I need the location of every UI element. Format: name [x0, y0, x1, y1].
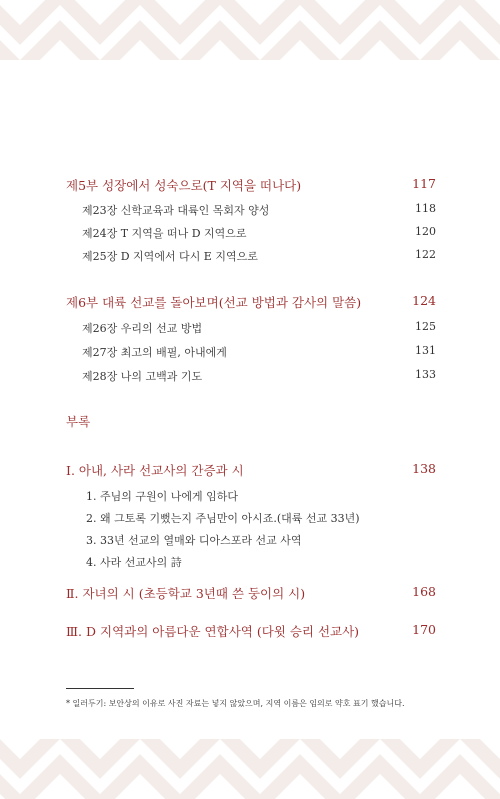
chapter-title: 제26장 우리의 선교 방법: [82, 322, 203, 335]
part-title: 제6부 대륙 선교를 돌아보며(선교 방법과 감사의 말씀): [66, 295, 362, 310]
chapter-page: 118: [415, 202, 436, 215]
chapter-title: 제24장 T 지역을 떠나 D 지역으로: [82, 227, 247, 240]
chapter-page: 122: [415, 248, 436, 261]
part-page: 124: [412, 293, 436, 308]
section-title: Ⅲ. D 지역과의 아름다운 연합사역 (다윗 승리 선교사): [66, 624, 360, 639]
section-page: 168: [412, 584, 436, 599]
chapter-page: 131: [415, 344, 436, 357]
section-title: Ⅱ. 자녀의 시 (초등학교 3년때 쓴 둥이의 시): [66, 586, 306, 601]
chapter-title: 제27장 최고의 배필, 아내에게: [82, 346, 227, 359]
footnote: * 일러두기: 보안상의 이유로 사진 자료는 넣지 않았으며, 지역 이름은 임의로 약호 표기 했습니다.: [66, 699, 405, 708]
appendix-subitem[interactable]: 4. 사라 선교사의 詩: [86, 556, 182, 569]
decorative-pattern-top: [0, 0, 500, 60]
appendix-subitem[interactable]: 1. 주님의 구원이 나에게 임하다: [86, 490, 238, 503]
chapter-page: 125: [415, 320, 436, 333]
chapter-title: 제25장 D 지역에서 다시 E 지역으로: [82, 250, 258, 263]
appendix-subitem[interactable]: 3. 33년 선교의 열매와 디아스포라 선교 사역: [86, 534, 302, 547]
section-page: 138: [412, 461, 436, 476]
chapter-page: 120: [415, 225, 436, 238]
chapter-title: 제23장 신학교육과 대륙인 목회자 양성: [82, 204, 270, 217]
appendix-subitem[interactable]: 2. 왜 그토록 기뻤는지 주님만이 아시죠.(대륙 선교 33년): [86, 512, 360, 525]
part-page: 117: [412, 176, 436, 191]
section-title: Ⅰ. 아내, 사라 선교사의 간증과 시: [66, 463, 244, 478]
section-page: 170: [412, 622, 436, 637]
footnote-divider: [66, 688, 134, 689]
chapter-page: 133: [415, 368, 436, 381]
decorative-pattern-bottom: [0, 739, 500, 799]
chapter-title: 제28장 나의 고백과 기도: [82, 370, 203, 383]
part-title: 제5부 성장에서 성숙으로(T 지역을 떠나다): [66, 178, 302, 193]
appendix-heading: 부록: [66, 414, 91, 429]
